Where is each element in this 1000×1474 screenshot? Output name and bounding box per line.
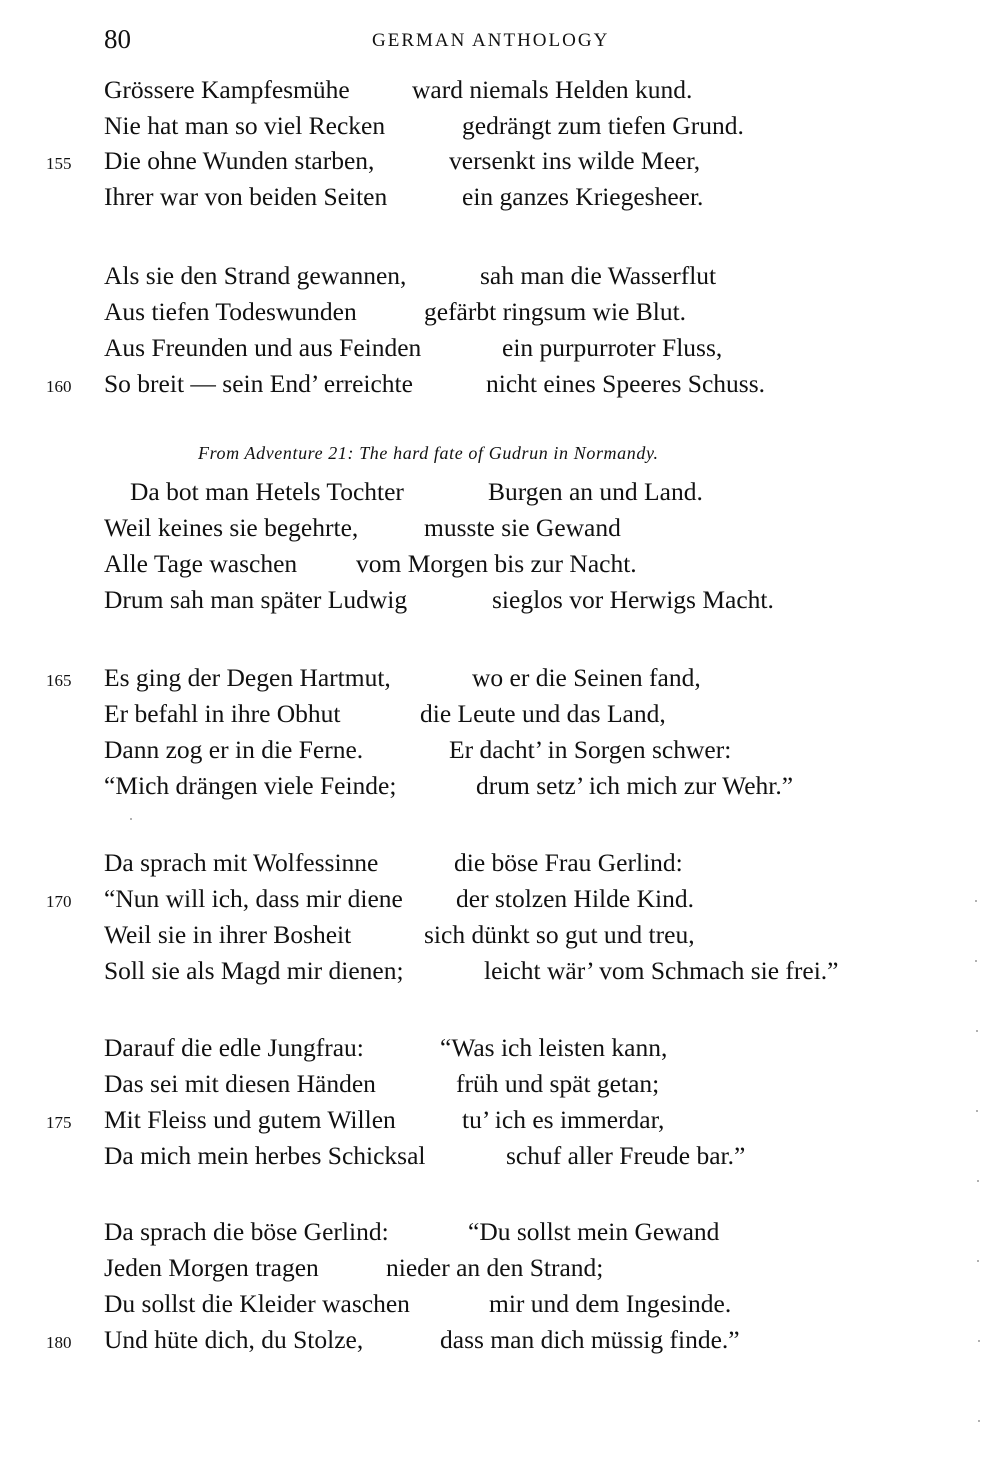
verse-second-half: sah man die Wasserflut [480,261,717,290]
verse-first-half: Drum sah man später Ludwig [104,585,408,614]
verse-second-half: “Du sollst mein Gewand [468,1217,720,1246]
verse-first-half: Die ohne Wunden starben, [104,146,375,175]
verse-second-half: Er dacht’ in Sorgen schwer: [449,735,732,764]
verse-first-half: “Nun will ich, dass mir diene [104,884,403,913]
scan-speck [975,960,977,962]
verse-first-half: Soll sie als Magd mir dienen; [104,956,404,985]
verse-first-half: Und hüte dich, du Stolze, [104,1325,364,1354]
scan-speck [976,1110,978,1112]
verse-first-half: Es ging der Degen Hartmut, [104,663,391,692]
verse-first-half: Weil sie in ihrer Bosheit [104,920,352,949]
verse-first-half: Weil keines sie begehrte, [104,513,359,542]
verse-first-half: Ihrer war von beiden Seiten [104,182,388,211]
section-heading: From Adventure 21: The hard fate of Gudrun in Normandy. [198,443,659,463]
verse-first-half: Mit Fleiss und gutem Willen [104,1105,396,1134]
running-title: GERMAN ANTHOLOGY [372,30,610,51]
verse-second-half: früh und spät getan; [456,1069,660,1098]
verse-first-half: Aus tiefen Todeswunden [104,297,357,326]
verse-first-half: Als sie den Strand gewannen, [104,261,407,290]
page-number: 80 [104,24,131,54]
line-number: 175 [46,1113,72,1132]
verse-first-half: Nie hat man so viel Recken [104,111,386,140]
verse-first-half: Aus Freunden und aus Feinden [104,333,422,362]
verse-second-half: ein ganzes Kriegesheer. [462,182,704,211]
verse-second-half: gefärbt ringsum wie Blut. [424,297,687,326]
verse-first-half: Darauf die edle Jungfrau: [104,1033,364,1062]
verse-second-half: nieder an den Strand; [386,1253,604,1282]
verse-first-half: Da mich mein herbes Schicksal [104,1141,426,1170]
line-number: 155 [46,154,72,173]
verse-first-half: Jeden Morgen tragen [104,1253,319,1282]
verse-first-half: Dann zog er in die Ferne. [104,735,364,764]
verse-second-half: ward niemals Helden kund. [412,75,693,104]
verse-second-half: die Leute und das Land, [420,699,666,728]
line-number: 180 [46,1333,72,1352]
line-number: 160 [46,377,72,396]
verse-second-half: ein purpurroter Fluss, [502,333,723,362]
verse-second-half: wo er die Seinen fand, [472,663,701,692]
scan-speck [978,1420,980,1422]
scan-speck [976,1030,978,1032]
verse-second-half: drum setz’ ich mich zur Wehr.” [476,771,794,800]
verse-second-half: vom Morgen bis zur Nacht. [356,549,637,578]
verse-second-half: mir und dem Ingesinde. [489,1289,732,1318]
scan-speck [977,1260,979,1262]
verse-first-half: So breit — sein End’ erreichte [104,369,413,398]
scan-speck [975,900,977,902]
verse-second-half: tu’ ich es immerdar, [462,1105,665,1134]
verse-second-half: gedrängt zum tiefen Grund. [462,111,744,140]
verse-second-half: “Was ich leisten kann, [440,1033,668,1062]
scan-speck [978,1340,980,1342]
verse-first-half: Grössere Kampfesmühe [104,75,350,104]
verse-first-half: Er befahl in ihre Obhut [104,699,341,728]
verse-second-half: sich dünkt so gut und treu, [424,920,695,949]
verse-second-half: die böse Frau Gerlind: [454,848,683,877]
scan-speck [977,1180,979,1182]
verse-second-half: musste sie Gewand [424,513,621,542]
verse-second-half: schuf aller Freude bar.” [506,1141,746,1170]
scan-speck [130,818,132,820]
verse-first-half: Da bot man Hetels Tochter [130,477,404,506]
verse-first-half: “Mich drängen viele Feinde; [104,771,397,800]
verse-first-half: Alle Tage waschen [104,549,298,578]
verse-second-half: Burgen an und Land. [488,477,703,506]
verse-second-half: versenkt ins wilde Meer, [449,146,701,175]
line-number: 165 [46,671,72,690]
verse-second-half: nicht eines Speeres Schuss. [486,369,766,398]
verse-second-half: leicht wär’ vom Schmach sie frei.” [484,956,839,985]
verse-first-half: Da sprach mit Wolfessinne [104,848,379,877]
line-number: 170 [46,892,72,911]
verse-first-half: Da sprach die böse Gerlind: [104,1217,389,1246]
verse-second-half: der stolzen Hilde Kind. [456,884,694,913]
verse-second-half: sieglos vor Herwigs Macht. [492,585,774,614]
verse-first-half: Du sollst die Kleider waschen [104,1289,410,1318]
verse-first-half: Das sei mit diesen Händen [104,1069,376,1098]
verse-second-half: dass man dich müssig finde.” [440,1325,740,1354]
